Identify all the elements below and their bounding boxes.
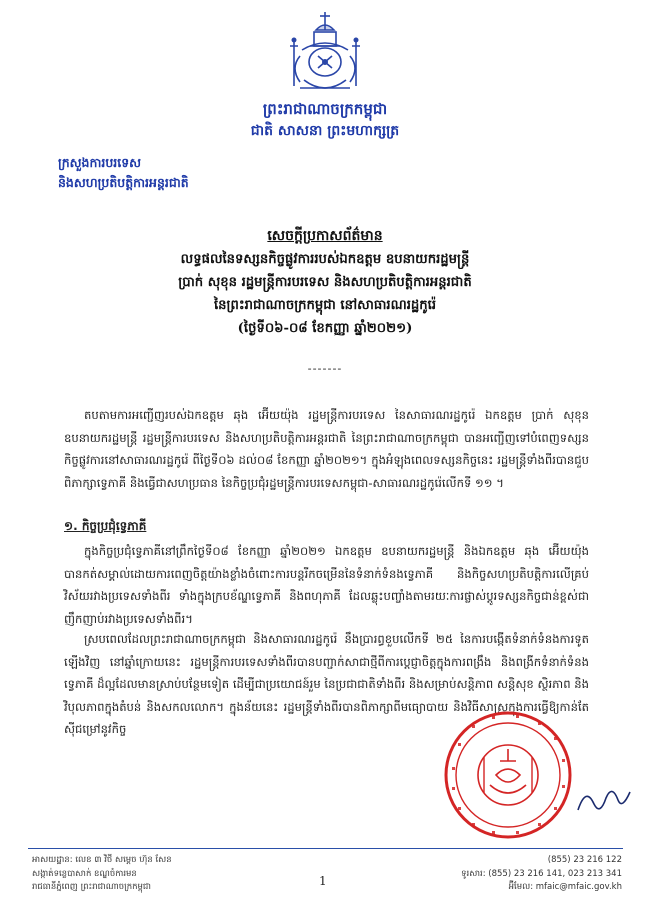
fax-line: ទូរសារ: (855) 23 216 141, 023 213 341 — [461, 868, 622, 879]
title-separator: ------- — [307, 362, 343, 375]
footer-divider — [28, 848, 623, 849]
ministry-name: ក្រសួងការបរទេស — [58, 155, 142, 170]
paragraph-anniversary: ស្របពេលដែលព្រះរាជាណាចក្រកម្ពុជា និងសាធារណរដ្ឋកូរ៉េ នឹងប្រារព្ធខួបលើកទី ២៥ នៃការបង្កើតទំនាក់ទំនងការទូតឡើងវិញ នៅឆ្នាំក្រោយនេះ រដ្ឋមន្ត្រីការបរទេសទាំងពីរបានបញ្ជាក់សាជាថ្មីពីការប្តេជ្ញាចិត្តក្នុងការពង្រឹង និងពង្រីកទំនាក់ទំនងទ្វេភាគី ដ៏ល្អដែលមានស្រាប់បន្ថែមទៀត ដើម្បីជាប្រយោជន៍រួម នៃប្រជាជាតិទាំងពីរ និងសម្រាប់សន្តិភាព សន្តិសុខ ស្ថិរភាព និងវិបុលភាពក្នុងតំបន់ និងសកលលោក។ ក្នុងន័យនេះ រដ្ឋមន្ត្រីទាំងពីរបានពិភាក្សាពីមធ្យោបាយ និងវិធីសាស្ត្រក្នុងការធ្វើឱ្យកាន់តែស៊ីជម្រៅនូវកិច្ច — [64, 632, 589, 736]
title-dates: (ថ្ងៃទី០៦-០៨ ខែកញ្ញា ឆ្នាំ២០២១) — [237, 321, 413, 336]
signature-icon — [572, 780, 634, 820]
footer-contact — [452, 854, 622, 895]
title-line-3: ប្រាក់ សុខុន រដ្ឋមន្ត្រីការបរទេស និងសហប្រតិបត្តិការអន្តរជាតិ — [178, 275, 472, 290]
address-line-3: រាជធានីភ្នំពេញ ព្រះរាជាណាចក្រកម្ពុជា — [32, 882, 151, 892]
section-heading-bilateral-meeting: ១. កិច្ចប្រជុំទ្វេភាគី — [64, 519, 147, 533]
ministry-name-continued: និងសហប្រតិបត្តិការអន្តរជាតិ — [58, 175, 189, 190]
official-seal-stamp-icon — [438, 705, 584, 845]
title-line-4: នៃព្រះរាជាណាចក្រកម្ពុជា នៅសាធារណរដ្ឋកូរ៉េ — [213, 298, 437, 313]
page-number: 1 — [319, 874, 327, 888]
footer-address — [32, 854, 172, 895]
email-line: អ៊ីមែល: mfaic@mfaic.gov.kh — [508, 882, 622, 892]
phone-line: (855) 23 216 122 — [547, 855, 622, 865]
title-line-2: លទ្ធផលនៃទស្សនកិច្ចផ្លូវការរបស់ឯកឧត្តម ឧបនាយករដ្ឋមន្ត្រី — [180, 252, 470, 267]
kingdom-name: ព្រះរាជាណាចក្រកម្ពុជា — [262, 100, 388, 118]
document-title: សេចក្តីប្រកាសព័ត៌មាន — [267, 228, 383, 244]
paragraph-bilateral-meeting: ក្នុងកិច្ចប្រជុំទ្វេភាគីនៅព្រឹកថ្ងៃទី០៨ ខែកញ្ញា ឆ្នាំ២០២១ ឯកឧត្តម ឧបនាយករដ្ឋមន្ត្រី និងឯកឧត្តម ឆុង អ៊ើយយ៉ុង បានកត់សម្គាល់ដោយការពេញចិត្តយ៉ាងខ្លាំងចំពោះការបន្តរីកចម្រើននៃទំនាក់ទំនងទ្វេភាគី និងកិច្ចសហប្រតិបត្តិការលើគ្រប់វិស័យរវាងប្រទេសទាំងពីរ ទាំងក្នុងក្របខ័ណ្ឌទ្វេភាគី និងពហុភាគី ដែលឆ្លុះបញ្ចាំងតាមរយៈការផ្លាស់ប្តូរទស្សនកិច្ចជាន់ខ្ពស់ជាញឹកញាប់រវាងប្រទេសទាំងពីរ។ — [64, 544, 589, 626]
address-line-2: សង្កាត់ទន្លេបាសាក់ ខណ្ឌចំការមន — [32, 868, 137, 879]
address-line-1: អាសយដ្ឋាន: លេខ ៣ វិថី សម្តេច ហ៊ុន សែន — [32, 855, 172, 865]
press-release-title — [120, 225, 530, 340]
royal-emblem-icon — [280, 6, 370, 98]
national-motto: ជាតិ សាសនា ព្រះមហាក្សត្រ — [250, 123, 400, 139]
paragraph-intro: តបតាមការអញ្ជើញរបស់ឯកឧត្តម ឆុង អ៊ើយយ៉ុង រដ្ឋមន្ត្រីការបរទេស នៃសាធារណរដ្ឋកូរ៉េ ឯកឧត្តម ប្រាក់ សុខុន ឧបនាយករដ្ឋមន្ត្រី រដ្ឋមន្ត្រីការបរទេស និងសហប្រតិបត្តិការអន្តរជាតិ នៃព្រះរាជាណាចក្រកម្ពុជា បានអញ្ជើញទៅបំពេញទស្សនកិច្ចផ្លូវការនៅសាធារណរដ្ឋកូរ៉េ ពីថ្ងៃទី០៦ ដល់០៨ ខែកញ្ញា ឆ្នាំ២០២១។ ក្នុងអំឡុងពេលទស្សនកិច្ចនេះ រដ្ឋមន្ត្រីទាំងពីរបានជួបពិភាក្សាទ្វេភាគី និងធ្វើជាសហប្រធាន នៃកិច្ចប្រជុំរដ្ឋមន្ត្រីការបរទេសកម្ពុជា-សាធារណរដ្ឋកូរ៉េលើកទី ១១ ។ — [64, 408, 589, 490]
